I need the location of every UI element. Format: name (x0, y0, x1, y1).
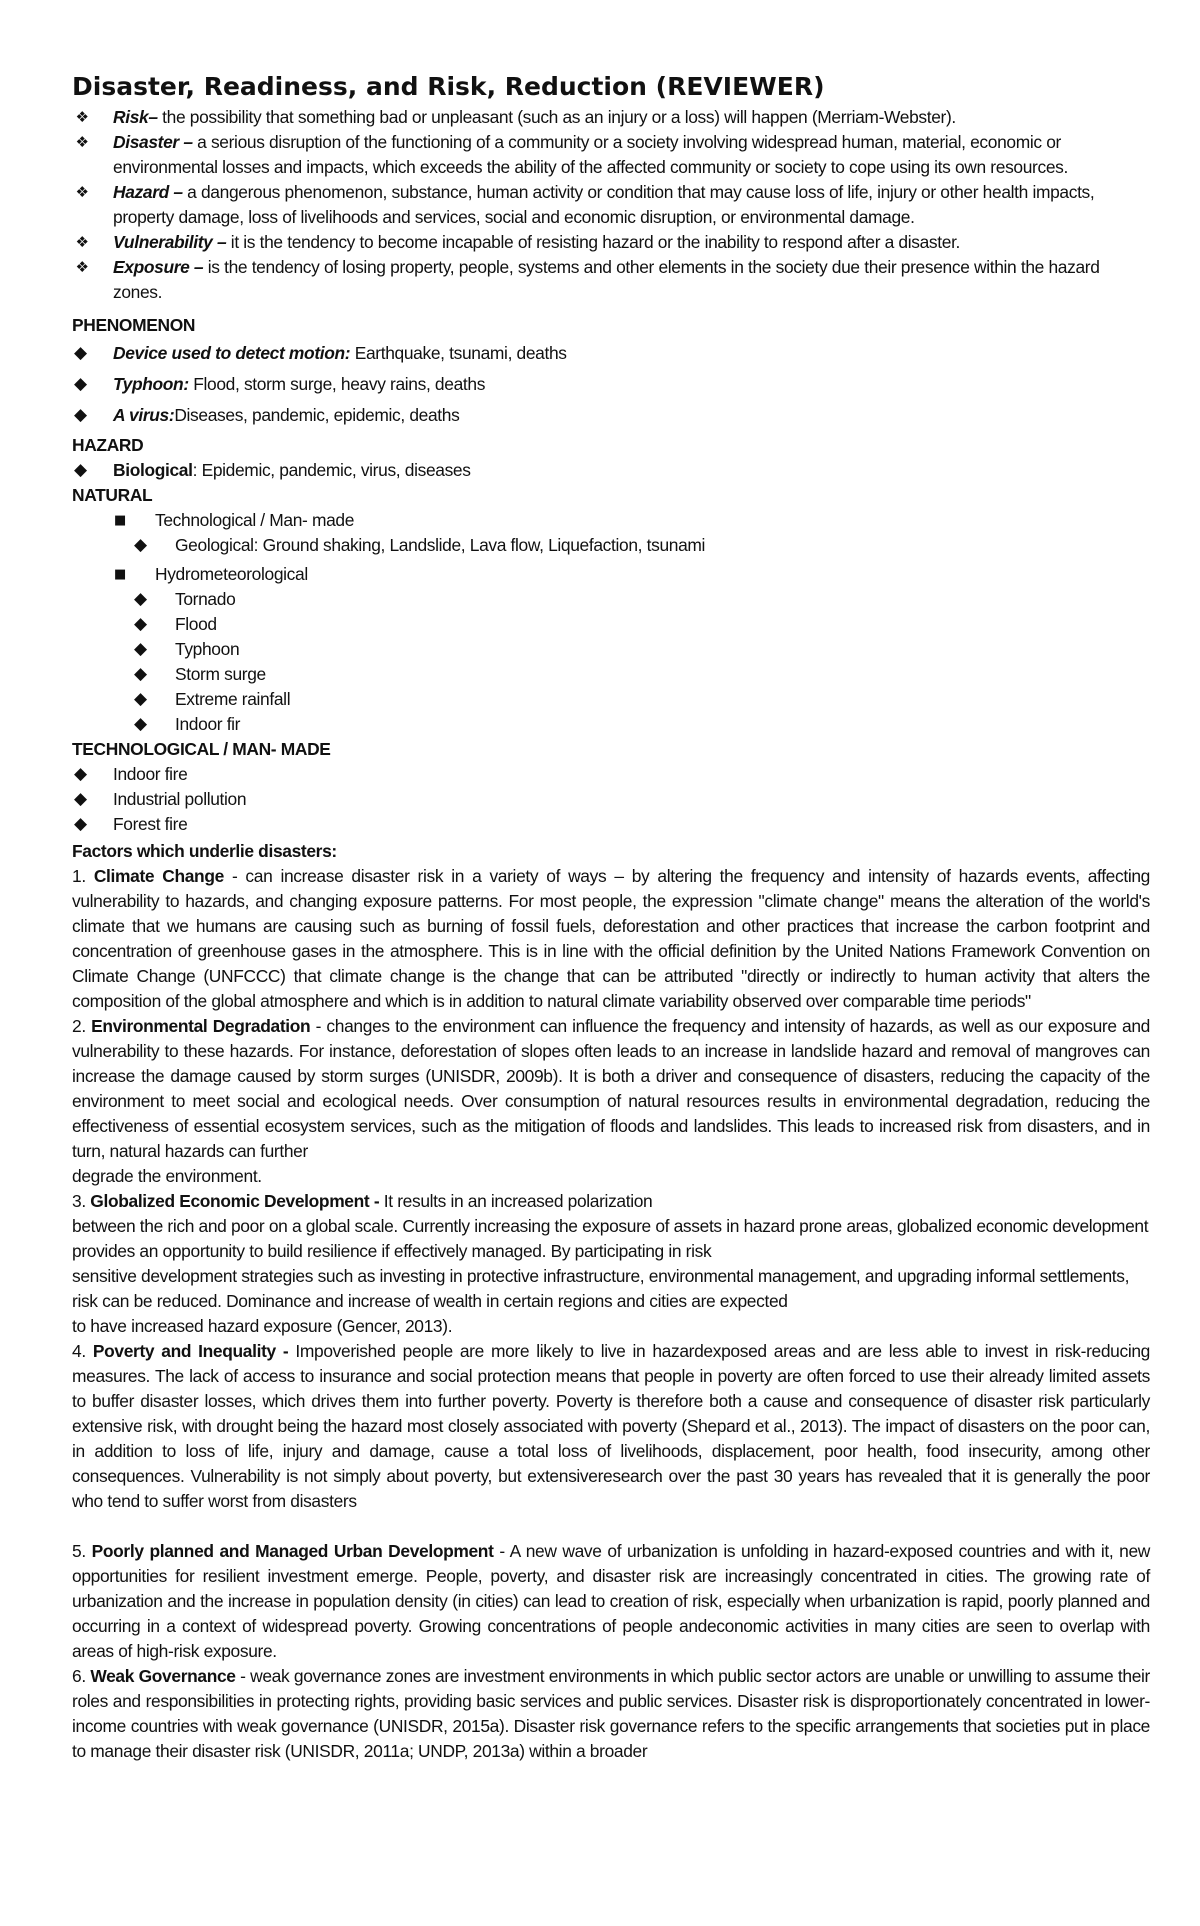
definition-text: the possibility that something bad or unpleasant (such as an injury or a loss) will happen (Merriam-Webster). (157, 107, 956, 127)
factor-title: Environmental Degradation (91, 1016, 311, 1036)
hazard-heading: HAZARD (72, 435, 144, 455)
factor-title: Poorly planned and Managed Urban Development (91, 1541, 494, 1561)
diamond-bullet-icon: ◆ (74, 789, 87, 809)
hazard-text: : Epidemic, pandemic, virus, diseases (192, 460, 471, 480)
technological-list (72, 762, 1150, 837)
technological-item (72, 762, 1150, 787)
technological-item-text: Industrial pollution (113, 789, 247, 809)
natural-item-text: Indoor fir (175, 714, 241, 734)
factor-weak-governance (72, 1664, 1150, 1764)
definition-text: is the tendency of losing property, people, systems and other elements in the society due their presence within the hazard zones. (113, 257, 1100, 302)
phenomenon-list (72, 338, 1150, 431)
factor-title: Globalized Economic Development - (90, 1191, 380, 1211)
definition-text: a dangerous phenomenon, substance, human activity or condition that may cause loss of life, injury or other health impacts, property damage, loss of livelihoods and services, social and economic disruption, or environmental damage. (113, 182, 1095, 227)
natural-item (133, 687, 1150, 712)
natural-group-hydrometeorological (113, 562, 1150, 737)
definition-term: Disaster (113, 132, 179, 152)
definition-item-risk (72, 105, 1150, 130)
four-diamond-bullet-icon: ❖ (75, 108, 89, 126)
phenomenon-item (72, 400, 1150, 431)
natural-group-items (133, 587, 1150, 737)
definition-item-exposure (72, 255, 1150, 305)
diamond-bullet-icon: ◆ (74, 814, 87, 834)
phenomenon-heading: PHENOMENON (72, 315, 196, 335)
four-diamond-bullet-icon: ❖ (75, 233, 89, 251)
phenomenon-text: Earthquake, tsunami, deaths (350, 343, 567, 363)
factor-poverty-and-inequality (72, 1339, 1150, 1514)
definition-separator: – (212, 232, 227, 252)
diamond-bullet-icon: ◆ (74, 764, 87, 784)
factor-title: Climate Change (93, 866, 224, 886)
diamond-bullet-icon: ◆ (134, 714, 147, 734)
diamond-bullet-icon: ◆ (74, 460, 87, 480)
diamond-bullet-icon: ◆ (74, 343, 87, 363)
diamond-bullet-icon: ◆ (134, 535, 147, 555)
factor-text-continued: degrade the environment. (72, 1166, 262, 1186)
four-diamond-bullet-icon: ❖ (75, 258, 89, 276)
factor-text-continued: sensitive development strategies such as investing in protective infrastructure, environmental management, and upgrading informal settlements, risk can be reduced. Dominance and increase of wealth in certain regions and cities are expected (72, 1266, 1130, 1311)
definition-term: Exposure (113, 257, 190, 277)
natural-item-text: Storm surge (175, 664, 266, 684)
definition-item-vulnerability (72, 230, 1150, 255)
factor-text: - A new wave of urbanization is unfolding in hazard-exposed countries and with it, new opportunities for resilient investment emerge. People, poverty, and disaster risk are increasingly concentrated in cities. The growing rate of urbanization and the increase in population density (in cities) can lead to creation of risk, especially when urbanization is rapid, poorly planned and occurring in a context of widespread poverty. Growing concentrations of people andeconomic activities in many cities are seen to overlap with areas of high-risk exposure. (72, 1541, 1150, 1661)
hazard-item-biological (72, 458, 1150, 483)
definition-separator: – (148, 107, 158, 127)
square-bullet-icon: ■ (114, 567, 126, 582)
natural-heading: NATURAL (72, 485, 153, 505)
factor-text: - weak governance zones are investment environments in which public sector actors are unable or unwilling to assume their roles and responsibilities in protecting rights, providing basic services and public services. Disaster risk is disproportionately concentrated in lower-income countries with weak governance (UNISDR, 2015a). Disaster risk governance refers to the specific arrangements that societies put in place to manage their disaster risk (UNISDR, 2011a; UNDP, 2013a) within a broader (72, 1666, 1150, 1761)
phenomenon-text: Diseases, pandemic, epidemic, deaths (174, 405, 460, 425)
factor-number: 4. (72, 1341, 93, 1361)
diamond-bullet-icon: ◆ (134, 689, 147, 709)
definition-term: Risk (113, 107, 149, 127)
factor-text-continued: to have increased hazard exposure (Gencer, 2013). (72, 1316, 453, 1336)
natural-item (133, 662, 1150, 687)
natural-item (133, 587, 1150, 612)
technological-item-text: Forest fire (113, 814, 188, 834)
hazard-label: Biological (113, 460, 193, 480)
definition-item-hazard (72, 180, 1150, 230)
square-bullet-icon: ■ (114, 513, 126, 528)
phenomenon-label: Typhoon: (113, 374, 189, 394)
factor-globalized-economic-development (72, 1189, 1150, 1214)
natural-item-text: Flood (175, 614, 217, 634)
natural-item (133, 637, 1150, 662)
definition-item-disaster (72, 130, 1150, 180)
factor-urban-development (72, 1539, 1150, 1664)
factor-text: Impoverished people are more likely to live in hazardexposed areas and are less able to invest in risk-reducing measures. The lack of access to insurance and social protection means that people in poverty are often forced to use their already limited assets to buffer disaster losses, which drives them into further poverty. Poverty is therefore both a cause and consequence of disaster risk particularly extensive risk, with drought being the hazard most closely associated with poverty (Shepard et al., 2013). The impact of disasters on the poor can, in addition to loss of life, injury and damage, cause a total loss of livelihoods, displacement, poor health, food insecurity, among other consequences. Vulnerability is not simply about poverty, but extensiveresearch over the past 30 years has revealed that it is generally the poor who tend to suffer worst from disasters (72, 1341, 1150, 1511)
definition-text: it is the tendency to become incapable of resisting hazard or the inability to respond after a disaster. (226, 232, 961, 252)
factor-title: Poverty and Inequality - (92, 1341, 289, 1361)
natural-list (72, 508, 1150, 737)
factor-number: 5. (72, 1541, 92, 1561)
factor-text: - changes to the environment can influence the frequency and intensity of hazards, as well as our exposure and vulnerability to these hazards. For instance, deforestation of slopes often leads to an increase in landslide hazard and removal of mangroves can increase the damage caused by storm surges (UNISDR, 2009b). It is both a driver and consequence of disasters, reducing the capacity of the environment to meet social and ecological needs. Over consumption of natural resources results in environmental degradation, reducing the effectiveness of essential ecosystem services, such as the mitigation of floods and landslides. This leads to increased risk from disasters, and in turn, natural hazards can further (72, 1016, 1150, 1161)
factor-climate-change (72, 864, 1150, 1014)
natural-group-items (133, 533, 1150, 558)
factor-text-continued: between the rich and poor on a global scale. Currently increasing the exposure of assets in hazard prone areas, globalized economic development provides an opportunity to build resilience if effectively managed. By participating in risk (72, 1216, 1149, 1261)
factor-text: - can increase disaster risk in a variety of ways – by altering the frequency and intensity of hazards events, affecting vulnerability to hazards, and changing exposure patterns. For most people, the expression "climate change" means the alteration of the world's climate that we humans are causing such as burning of fossil fuels, deforestation and other practices that increase the carbon footprint and concentration of greenhouse gases in the atmosphere. This is in line with the official definition by the United Nations Framework Convention on Climate Change (UNFCCC) that climate change is the change that can be attributed "directly or indirectly to human activity that alters the composition of the global atmosphere and which is in addition to natural climate variability observed over comparable time periods" (72, 866, 1150, 1011)
natural-item-text: Extreme rainfall (175, 689, 291, 709)
page-title: Disaster, Readiness, and Risk, Reduction (REVIEWER) (72, 72, 825, 101)
natural-group-technological (113, 508, 1150, 558)
hazard-list (72, 458, 1150, 483)
natural-item (133, 533, 1150, 558)
phenomenon-item (72, 369, 1150, 400)
diamond-bullet-icon: ◆ (134, 639, 147, 659)
definition-term: Hazard (113, 182, 169, 202)
factor-number: 6. (72, 1666, 91, 1686)
four-diamond-bullet-icon: ❖ (75, 183, 89, 201)
diamond-bullet-icon: ◆ (134, 589, 147, 609)
technological-item (72, 787, 1150, 812)
natural-item (133, 612, 1150, 637)
definition-text: a serious disruption of the functioning of a community or a society involving widespread human, material, economic or environmental losses and impacts, which exceeds the ability of the affected community or society to cope using its own resources. (113, 132, 1068, 177)
definition-separator: – (168, 182, 183, 202)
factor-number: 2. (72, 1016, 92, 1036)
technological-item-text: Indoor fire (113, 764, 188, 784)
phenomenon-item (72, 338, 1150, 369)
four-diamond-bullet-icon: ❖ (75, 133, 89, 151)
factor-number: 3. (72, 1191, 91, 1211)
phenomenon-text: Flood, storm surge, heavy rains, deaths (188, 374, 486, 394)
natural-item-text: Typhoon (175, 639, 240, 659)
natural-item-text: Tornado (175, 589, 236, 609)
factor-number: 1. (72, 866, 94, 886)
natural-item (133, 712, 1150, 737)
factor-environmental-degradation (72, 1014, 1150, 1164)
diamond-bullet-icon: ◆ (134, 614, 147, 634)
technological-item (72, 812, 1150, 837)
diamond-bullet-icon: ◆ (74, 374, 87, 394)
technological-heading: TECHNOLOGICAL / MAN- MADE (72, 739, 331, 759)
factors-heading: Factors which underlie disasters: (72, 841, 337, 861)
definition-term: Vulnerability (113, 232, 213, 252)
diamond-bullet-icon: ◆ (74, 405, 87, 425)
phenomenon-label: A virus: (113, 405, 175, 425)
natural-group-label: Hydrometeorological (155, 564, 308, 584)
natural-group-label: Technological / Man- made (155, 510, 355, 530)
definition-separator: – (189, 257, 204, 277)
diamond-bullet-icon: ◆ (134, 664, 147, 684)
definitions-list (72, 105, 1150, 305)
factor-text: It results in an increased polarization (379, 1191, 653, 1211)
natural-item-text: Geological: Ground shaking, Landslide, Lava flow, Liquefaction, tsunami (175, 535, 706, 555)
definition-separator: – (178, 132, 193, 152)
factor-title: Weak Governance (90, 1666, 236, 1686)
phenomenon-label: Device used to detect motion: (113, 343, 351, 363)
paragraph-spacer (72, 1514, 1150, 1539)
